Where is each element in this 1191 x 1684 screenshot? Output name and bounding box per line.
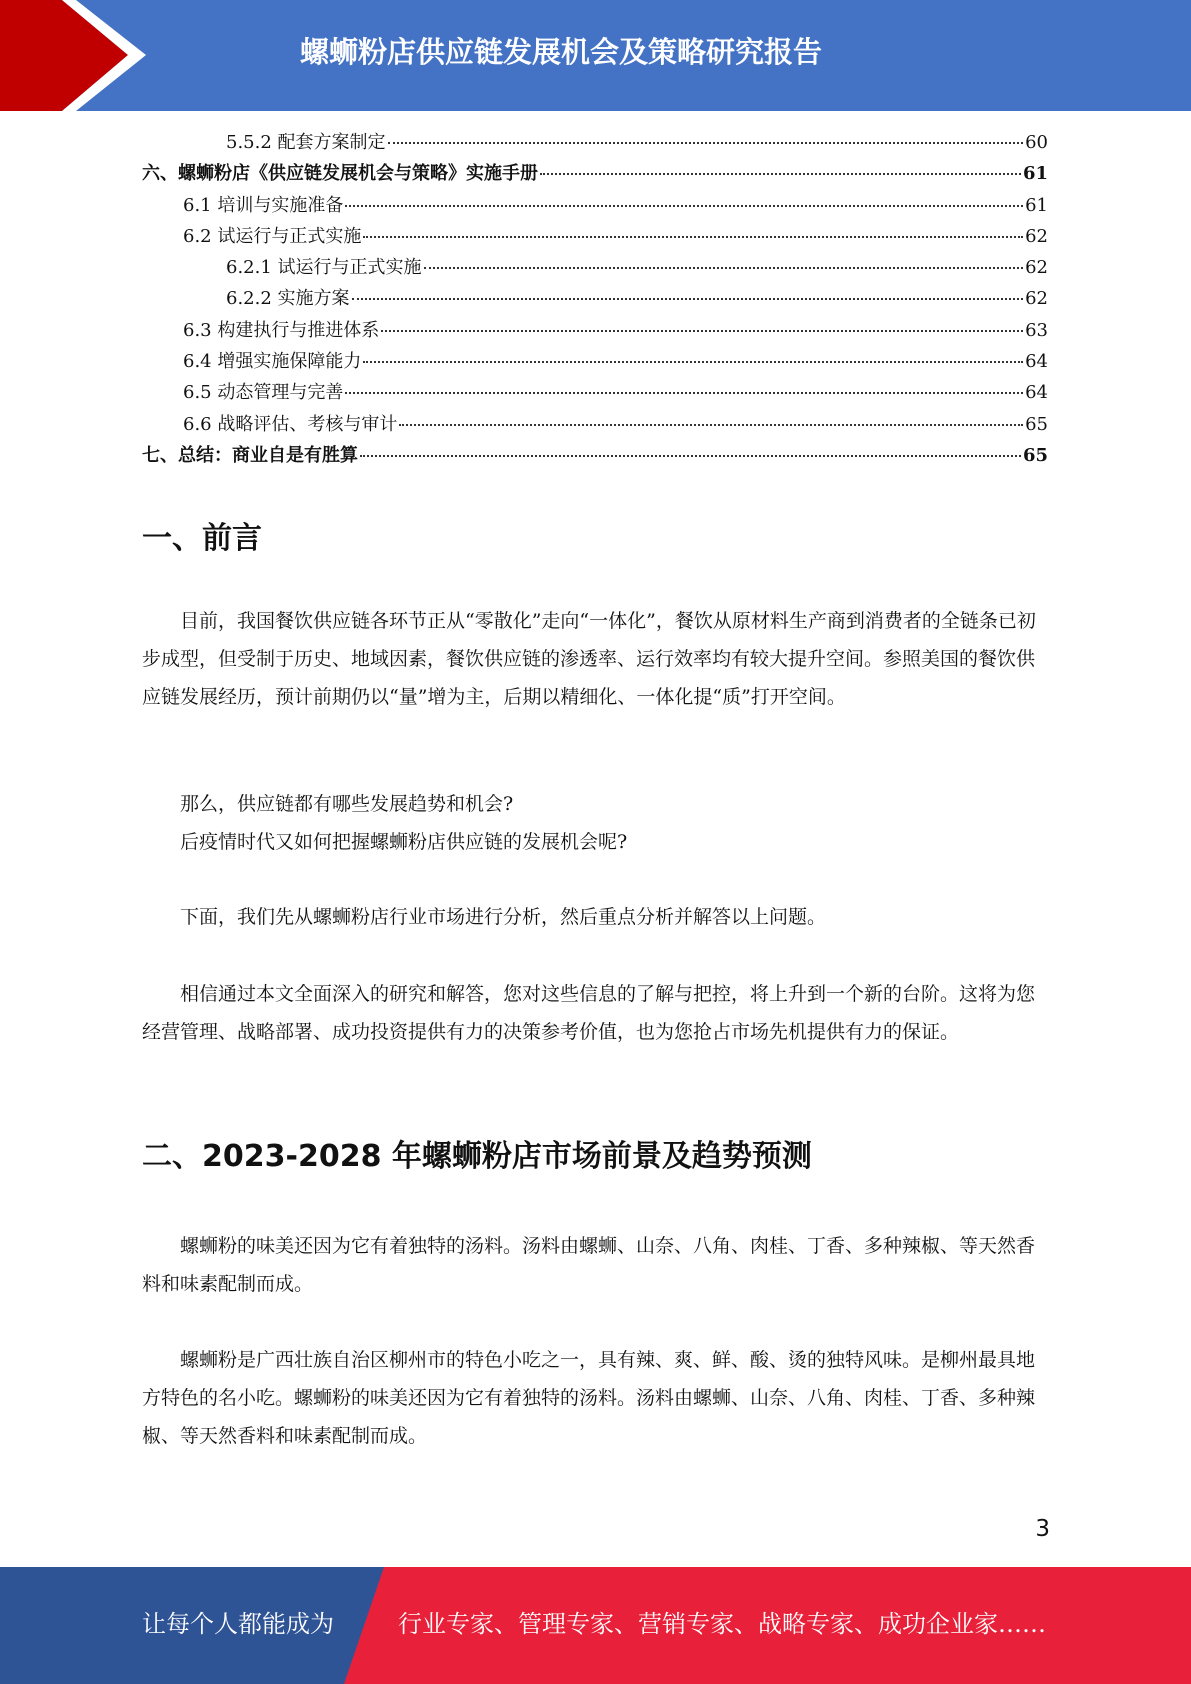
toc-dot-leader: [352, 298, 1024, 300]
toc-entry-page: 65: [1025, 413, 1048, 435]
market-paragraph-1: [142, 1227, 1048, 1303]
toc-dot-leader: [345, 205, 1023, 207]
toc-entry-label: 6.2.1 试运行与正式实施: [226, 257, 422, 279]
preface-paragraph-2: [142, 898, 1048, 936]
paragraph-text: 相信通过本文全面深入的研究和解答，您对这些信息的了解与把控，将上升到一个新的台阶。这将为您经营管理、战略部署、成功投资提供有力的决策参考价值，也为您抢占市场先机提供有力的保证。: [142, 983, 1036, 1043]
toc-entry-page: 64: [1025, 382, 1048, 404]
toc-entry-label: 七、总结：商业自是有胜算: [142, 444, 358, 466]
preface-paragraph-3: [142, 975, 1048, 1051]
table-of-contents: [142, 128, 1048, 472]
toc-entry-page: 62: [1025, 225, 1048, 247]
page-header: [0, 0, 1191, 111]
toc-entry[interactable]: [142, 253, 1048, 284]
toc-entry-page: 62: [1025, 288, 1048, 310]
question-2: 后疫情时代又如何把握螺蛳粉店供应链的发展机会呢?: [180, 831, 628, 853]
toc-entry-label: 6.4 增强实施保障能力: [183, 351, 362, 373]
toc-entry[interactable]: [142, 347, 1048, 378]
page-footer: [0, 1567, 1191, 1684]
paragraph-text: 螺蛳粉是广西壮族自治区柳州市的特色小吃之一，具有辣、爽、鲜、酸、烫的独特风味。是柳州最具地方特色的名小吃。螺蛳粉的味美还因为它有着独特的汤料。汤料由螺蛳、山奈、八角、肉桂、丁香、多种辣椒、等天然香料和味素配制而成。: [142, 1349, 1036, 1447]
toc-entry[interactable]: [142, 410, 1048, 441]
market-paragraph-2: [142, 1341, 1048, 1455]
paragraph-text: 下面，我们先从螺蛳粉店行业市场进行分析，然后重点分析并解答以上问题。: [180, 906, 827, 928]
toc-entry-page: 61: [1025, 194, 1048, 216]
header-red-arrow: [0, 0, 128, 111]
preface-questions: [142, 785, 1048, 861]
toc-entry-page: 61: [1022, 163, 1048, 185]
toc-dot-leader: [399, 424, 1023, 426]
toc-dot-leader: [381, 330, 1023, 332]
toc-entry[interactable]: [142, 222, 1048, 253]
paragraph-text: 螺蛳粉的味美还因为它有着独特的汤料。汤料由螺蛳、山奈、八角、肉桂、丁香、多种辣椒、等天然香料和味素配制而成。: [142, 1235, 1036, 1295]
toc-entry-page: 60: [1025, 132, 1048, 153]
toc-dot-leader: [360, 455, 1021, 457]
toc-dot-leader: [363, 361, 1023, 363]
toc-entry-label: 六、螺蛳粉店《供应链发展机会与策略》实施手册: [142, 163, 538, 185]
toc-entry[interactable]: [142, 441, 1048, 472]
preface-paragraph-1: [142, 602, 1048, 716]
page-number: 3: [1035, 1516, 1050, 1542]
footer-slogan-left: 让每个人都能成为: [142, 1610, 334, 1638]
toc-entry[interactable]: [142, 159, 1048, 190]
toc-entry[interactable]: [142, 128, 1048, 159]
toc-dot-leader: [540, 173, 1021, 175]
toc-entry-label: 6.3 构建执行与推进体系: [183, 319, 380, 341]
toc-entry-label: 5.5.2 配套方案制定: [226, 132, 386, 153]
toc-dot-leader: [345, 392, 1023, 394]
toc-entry-label: 6.2 试运行与正式实施: [183, 225, 362, 247]
paragraph-text: 目前，我国餐饮供应链各环节正从“零散化”走向“一体化”，餐饮从原材料生产商到消费者的全链条已初步成型，但受制于历史、地域因素，餐饮供应链的渗透率、运行效率均有较大提升空间。参照美国的餐饮供应链发展经历，预计前期仍以“量”增为主，后期以精细化、一体化提“质”打开空间。: [142, 610, 1036, 708]
toc-entry[interactable]: [142, 191, 1048, 222]
toc-entry[interactable]: [142, 284, 1048, 315]
toc-dot-leader: [388, 142, 1024, 144]
toc-entry-label: 6.6 战略评估、考核与审计: [183, 413, 398, 435]
toc-entry-label: 6.2.2 实施方案: [226, 288, 350, 310]
toc-dot-leader: [424, 267, 1024, 269]
toc-entry-label: 6.5 动态管理与完善: [183, 382, 344, 404]
toc-entry-page: 62: [1025, 257, 1048, 279]
section-heading-market-outlook: 二、2023-2028 年螺蛳粉店市场前景及趋势预测: [142, 1139, 812, 1174]
toc-dot-leader: [363, 236, 1023, 238]
section-heading-preface: 一、前言: [142, 521, 262, 556]
toc-entry-page: 65: [1022, 444, 1048, 466]
toc-entry[interactable]: [142, 316, 1048, 347]
toc-entry-page: 64: [1025, 351, 1048, 373]
report-title: 螺蛳粉店供应链发展机会及策略研究报告: [300, 35, 823, 69]
toc-entry-label: 6.1 培训与实施准备: [183, 194, 344, 216]
toc-entry[interactable]: [142, 378, 1048, 409]
footer-slogan-right: 行业专家、管理专家、营销专家、战略专家、成功企业家……: [398, 1610, 1046, 1638]
question-1: 那么，供应链都有哪些发展趋势和机会?: [180, 793, 514, 815]
toc-entry-page: 63: [1025, 319, 1048, 341]
